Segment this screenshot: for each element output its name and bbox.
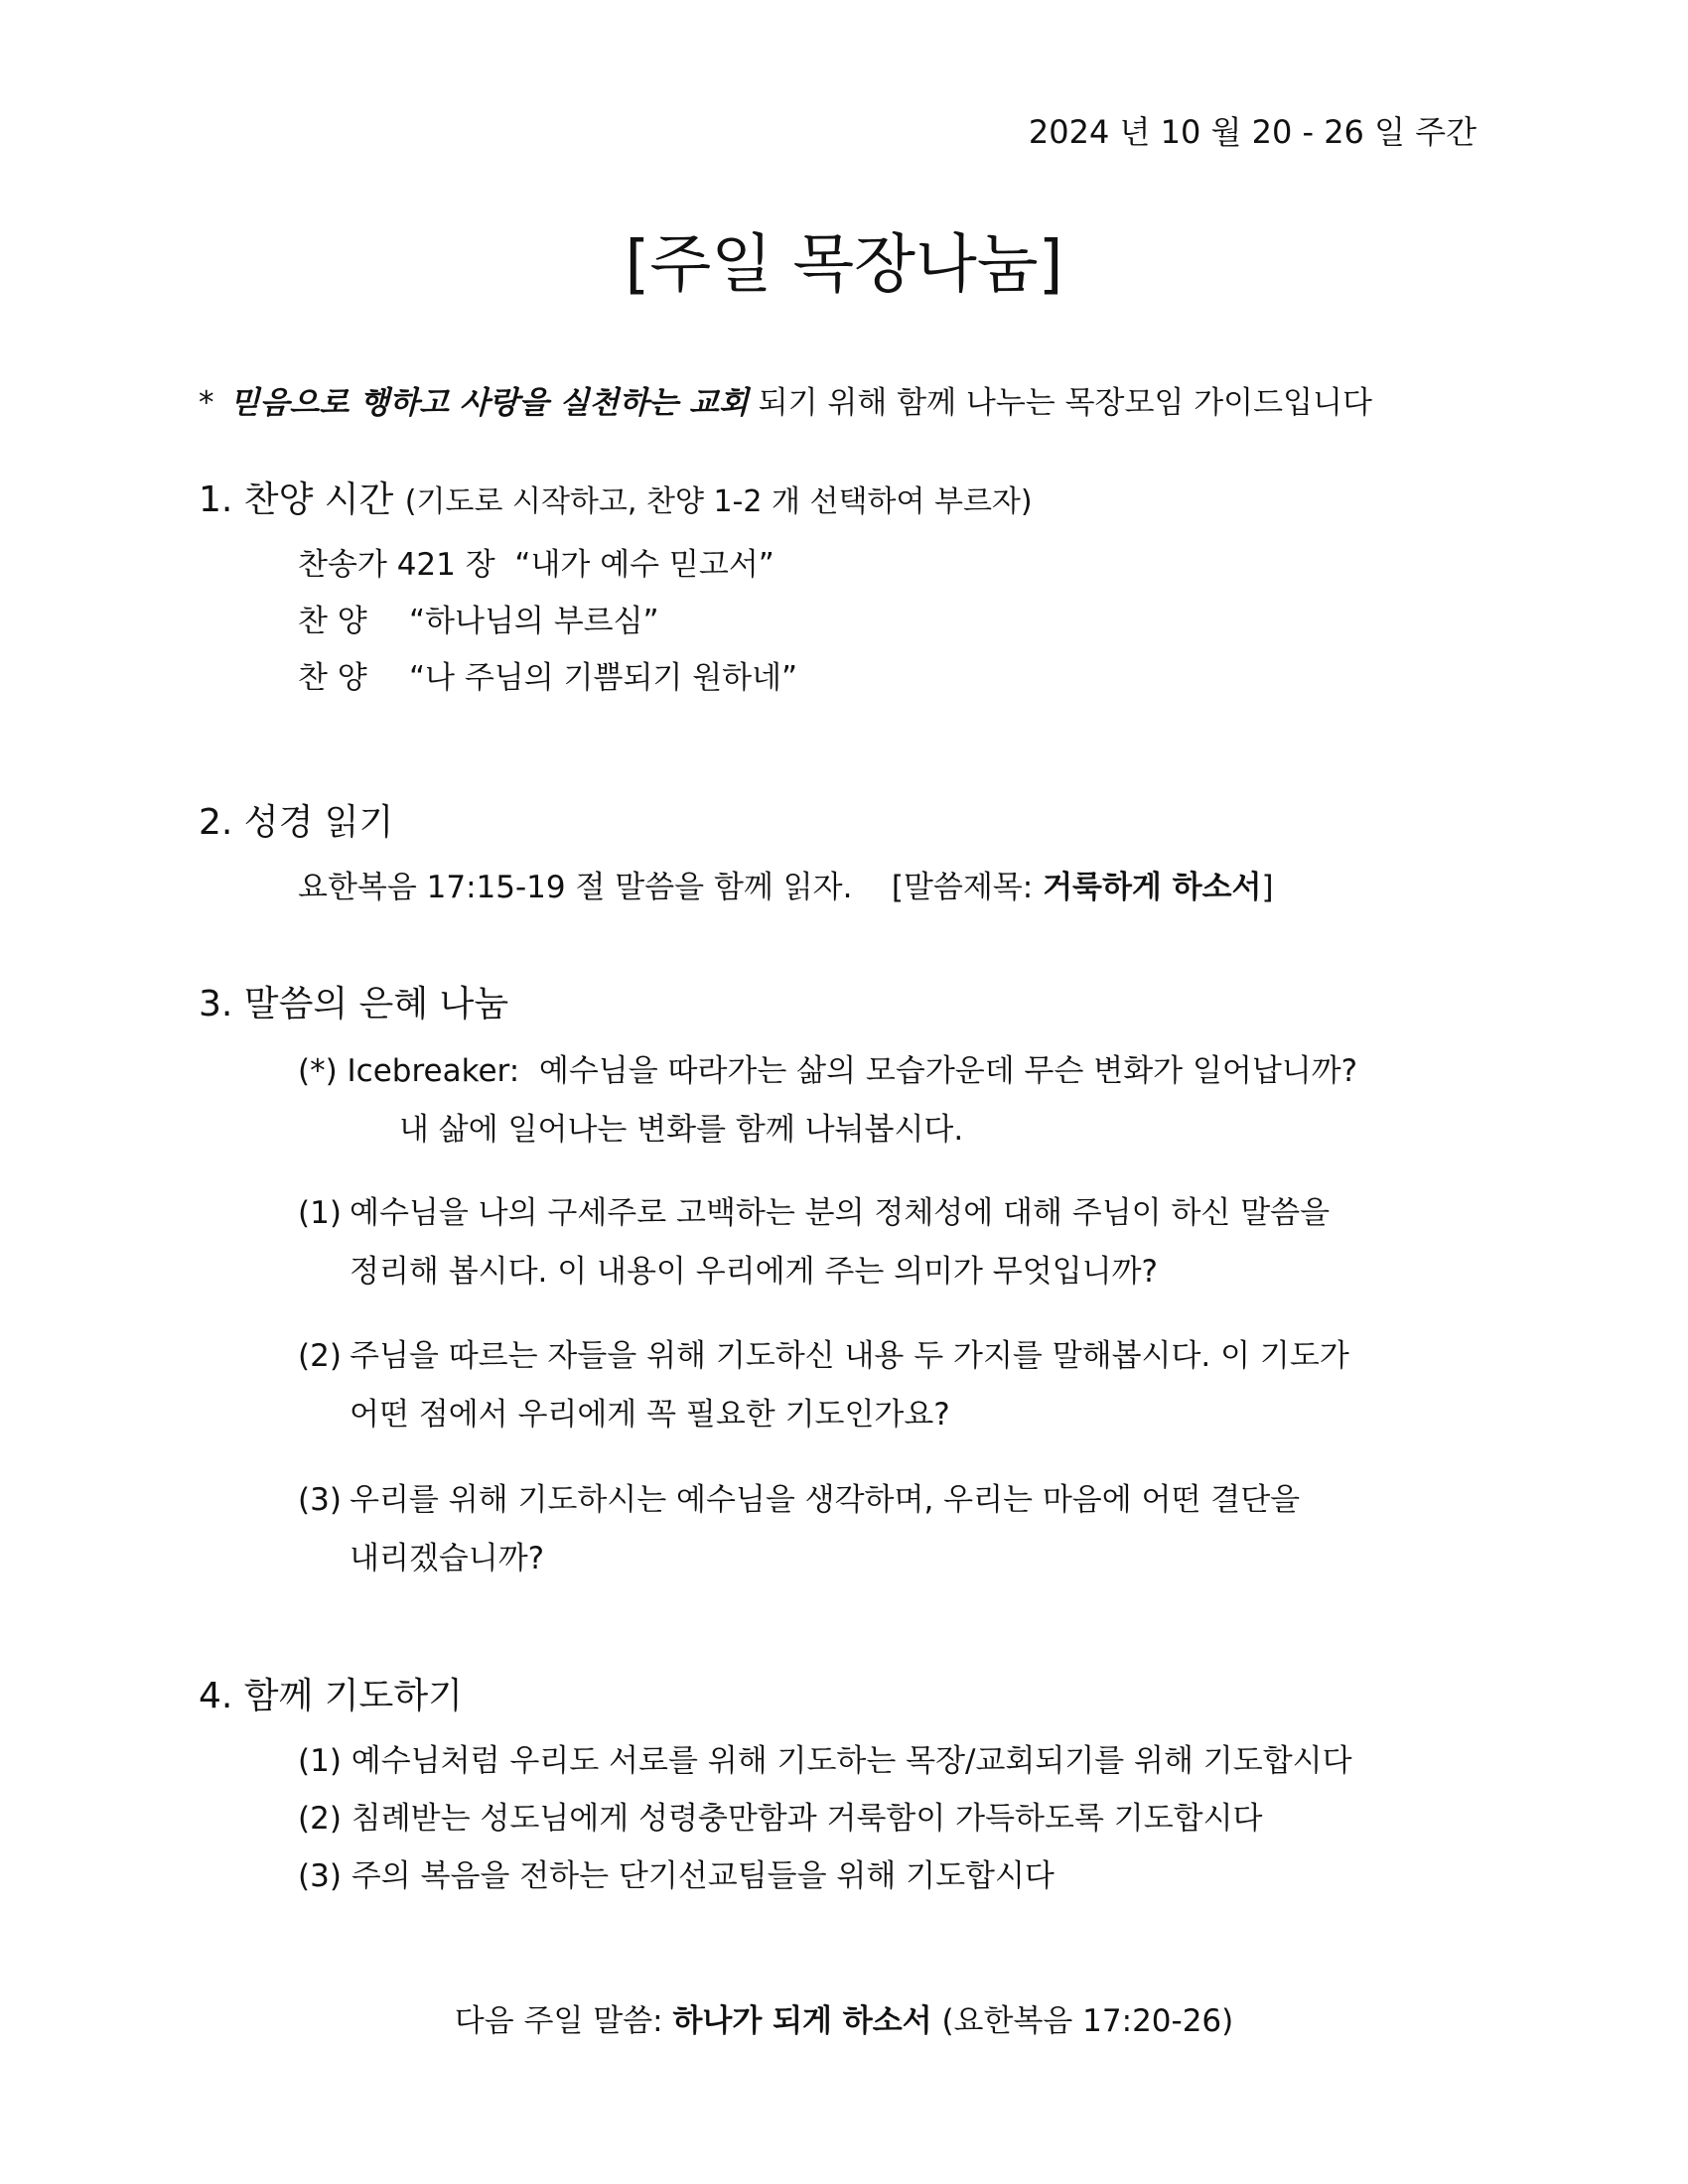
- prayer-item: [298, 1850, 1055, 1895]
- reading-text: 요한복음 17:15-19 절 말씀을 함께 읽자.: [298, 870, 853, 905]
- song-label: 찬 양: [298, 660, 367, 696]
- song-item: [298, 539, 774, 584]
- question-line1: 예수님을 나의 구세주로 고백하는 분의 정체성에 대해 주님이 하신 말씀을: [350, 1195, 1331, 1231]
- section3-heading: 3. 말씀의 은혜 나눔: [199, 984, 509, 1024]
- discussion-question: [298, 1187, 1330, 1232]
- question-number: (2): [298, 1338, 342, 1374]
- question-line2: 정리해 봅시다. 이 내용이 우리에게 주는 의미가 무엇입니까?: [350, 1254, 1158, 1290]
- song-title: “하나님의 부르심”: [409, 604, 659, 639]
- prayer-number: (1): [298, 1743, 342, 1779]
- section1-heading: 1. 찬양 시간: [199, 479, 394, 520]
- song-label: 찬 양: [298, 604, 367, 639]
- song-title: “나 주님의 기쁨되기 원하네”: [409, 660, 798, 696]
- page-title: [주일 목장나눔]: [625, 228, 1063, 302]
- prayer-text: 침례받는 성도님에게 성령충만함과 거룩함이 가득하도록 기도합시다: [351, 1801, 1263, 1837]
- icebreaker-question-2: 내 삶에 일어나는 변화를 함께 나눠봅시다.: [399, 1112, 964, 1148]
- discussion-question: [298, 1330, 1349, 1375]
- question-line1: 우리를 위해 기도하시는 예수님을 생각하며, 우리는 마음에 어떤 결단을: [350, 1482, 1301, 1518]
- intro-emphasis: 믿음으로 행하고 사랑을 실천하는 교회: [229, 385, 749, 421]
- section2-heading: 2. 성경 읽기: [199, 802, 394, 843]
- song-item: [298, 596, 659, 640]
- date-range: 2024 년 10 월 20 - 26 일 주간: [1028, 113, 1477, 151]
- scripture-reading: [298, 862, 1274, 906]
- section1-heading-line: [199, 472, 1033, 522]
- icebreaker-label: (*) Icebreaker:: [298, 1053, 520, 1089]
- section1-note: (기도로 시작하고, 찬양 1-2 개 선택하여 부르자): [404, 484, 1033, 519]
- next-sermon-prefix: 다음 주일 말씀:: [454, 2003, 663, 2039]
- question-line2: 어떤 점에서 우리에게 꼭 필요한 기도인가요?: [350, 1397, 950, 1433]
- discussion-question: [298, 1474, 1300, 1519]
- sermon-prefix: [말씀제목:: [891, 870, 1034, 905]
- icebreaker-line: [298, 1045, 1357, 1090]
- prayer-text: 주의 복음을 전하는 단기선교팀들을 위해 기도합시다: [351, 1858, 1055, 1894]
- question-number: (1): [298, 1195, 342, 1231]
- song-title: “내가 예수 믿고서”: [514, 547, 774, 583]
- icebreaker-question: 예수님을 따라가는 삶의 모습가운데 무슨 변화가 일어납니까?: [538, 1053, 1358, 1089]
- section4-heading: 4. 함께 기도하기: [199, 1676, 463, 1716]
- prayer-number: (2): [298, 1801, 342, 1837]
- intro-rest: 되기 위해 함께 나누는 목장모임 가이드입니다: [758, 385, 1372, 421]
- prayer-item: [298, 1735, 1352, 1780]
- song-label: 찬송가 421 장: [298, 547, 495, 583]
- prayer-number: (3): [298, 1858, 342, 1894]
- sermon-title: 거룩하게 하소서: [1043, 870, 1262, 905]
- intro-star: *: [199, 385, 214, 421]
- question-line1: 주님을 따르는 자들을 위해 기도하신 내용 두 가지를 말해봅시다. 이 기도가: [350, 1338, 1349, 1374]
- question-number: (3): [298, 1482, 342, 1518]
- next-sermon-reference: (요한복음 17:20-26): [941, 2003, 1234, 2039]
- next-sermon-title: 하나가 되게 하소서: [672, 2003, 932, 2039]
- intro-line: [199, 377, 1372, 422]
- song-item: [298, 652, 797, 697]
- next-sermon: [0, 1995, 1688, 2040]
- sermon-suffix: ]: [1261, 870, 1274, 905]
- question-line2: 내리겠습니까?: [350, 1541, 545, 1576]
- prayer-text: 예수님처럼 우리도 서로를 위해 기도하는 목장/교회되기를 위해 기도합시다: [351, 1743, 1352, 1779]
- prayer-item: [298, 1793, 1262, 1838]
